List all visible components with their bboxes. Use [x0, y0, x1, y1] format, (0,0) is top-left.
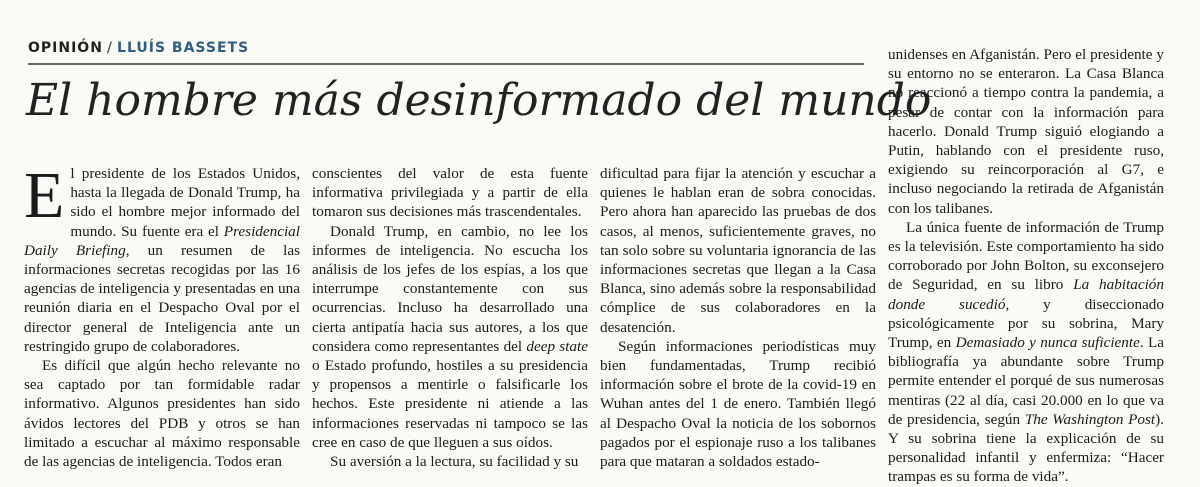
- article-column-4: [888, 45, 1164, 487]
- paragraph: unidenses en Afganistán. Pero el presidente y su entorno no se enteraron. La Casa Blanca no reaccionó a tiempo contra la pandemia, a pesar de contar con la información para hacerlo. Donald Trump siguió elogiando a Putin, hablando con el presidente ruso, exigiendo su reincorporación al G7, e incluso negociando la retirada de Afganistán con los talibanes.: [888, 46, 1164, 217]
- paragraph: Es difícil que algún hecho relevante no sea captado por tan formidable radar informativo. Algunos presidentes han sido ávidos lectores del PDB y otros se han limitado a escuchar al máximo responsable de las agencias de inteligencia. Todos eran: [24, 357, 300, 471]
- paragraph: [24, 159, 300, 356]
- header-separator: /: [106, 40, 114, 56]
- article-column-2: [312, 164, 588, 471]
- article-column-1: [24, 159, 300, 471]
- text-run: , un resumen de las informaciones secretas recogidas por las 16 agencias de inteligencia y presentadas en una reunión diaria en el Despacho Oval por el director general de Inteligencia ante un restringido grupo de colaboradores.: [24, 241, 300, 355]
- text-run: . La bibliografía ya abundante sobre Trump permite entender el porqué de sus numerosas mentiras (22 al día, casi 20.000 en lo que va de presidencia, según: [888, 334, 1164, 428]
- text-run: l presidente de los Estados Unidos, hasta la llegada de Donald Trump, ha sido el hombre mejor informado del mundo. Su fuente era el: [70, 165, 300, 240]
- text-run: Donald Trump, en cambio, no lee los informes de inteligencia. No escucha los análisis de los jefes de los espías, a los que interrumpe constantemente con sus ocurrencias. Incluso ha desarrollado una cierta antipatía hacia sus autores, a los que considera como representantes del: [312, 222, 588, 355]
- section-header: [28, 40, 249, 56]
- drop-cap: E: [24, 159, 65, 232]
- paragraph: conscientes del valor de esta fuente informativa privilegiada y a partir de ella tomaron sus decisiones más trascendentales.: [312, 165, 588, 221]
- text-run: La única fuente de información de Trump es la televisión. Este comportamiento ha sido corroborado por John Bolton, su exconsejero de Seguridad, en su libro: [888, 218, 1164, 294]
- paragraph: Según informaciones periodísticas muy bien fundamentadas, Trump recibió información sobre el brote de la covid-19 en Wuhan antes del 1 de enero. También llegó al Despacho Oval la noticia de los sobornos pagados por el espionaje ruso a los talibanes para que mataran a soldados estado-: [600, 337, 876, 471]
- emphasis: La habitación donde sucedió: [888, 276, 1164, 313]
- emphasis: Demasiado y nunca suficiente: [955, 334, 1140, 352]
- paragraph: dificultad para fijar la atención y escuchar a quienes le hablan eran de sobra conocidas. Pero ahora han aparecido las pruebas de dos casos, al menos, suficientemente graves, no tan solo sobre su voluntaria ignorancia de las informaciones secretas que llegan a la Casa Blanca, sino además sobre la responsabilidad cómplice de sus colaboradores en la desatención.: [600, 165, 876, 336]
- article-column-3: [600, 164, 876, 471]
- emphasis: deep state: [526, 337, 588, 355]
- text-run: ). Y su sobrina tiene la explicación de su personalidad infantil y enfermiza: “Hacer trampas es su forma de vida”.: [888, 410, 1165, 486]
- emphasis: The Washington Post: [1024, 410, 1156, 428]
- text-run: o Estado profundo, hostiles a su presidencia y propensos a mentirle o falsificarle los hechos. Este presidente ni atiende a las informaciones reservadas ni tampoco se las cree en caso de que lleguen a sus oídos.: [312, 357, 588, 451]
- emphasis: Presidencial Daily Briefing: [24, 222, 300, 259]
- paragraph: [888, 218, 1164, 487]
- paragraph: Su aversión a la lectura, su facilidad y su: [330, 453, 579, 471]
- paragraph: [312, 222, 588, 452]
- author-name[interactable]: LLUÍS BASSETS: [117, 40, 250, 56]
- text-run: , y diseccionado psicológicamente por su sobrina, Mary Trump, en: [888, 295, 1164, 352]
- section-label[interactable]: OPINIÓN: [28, 40, 103, 56]
- headline: El hombre más desinformado del mundo: [26, 75, 932, 126]
- header-rule: [28, 63, 864, 65]
